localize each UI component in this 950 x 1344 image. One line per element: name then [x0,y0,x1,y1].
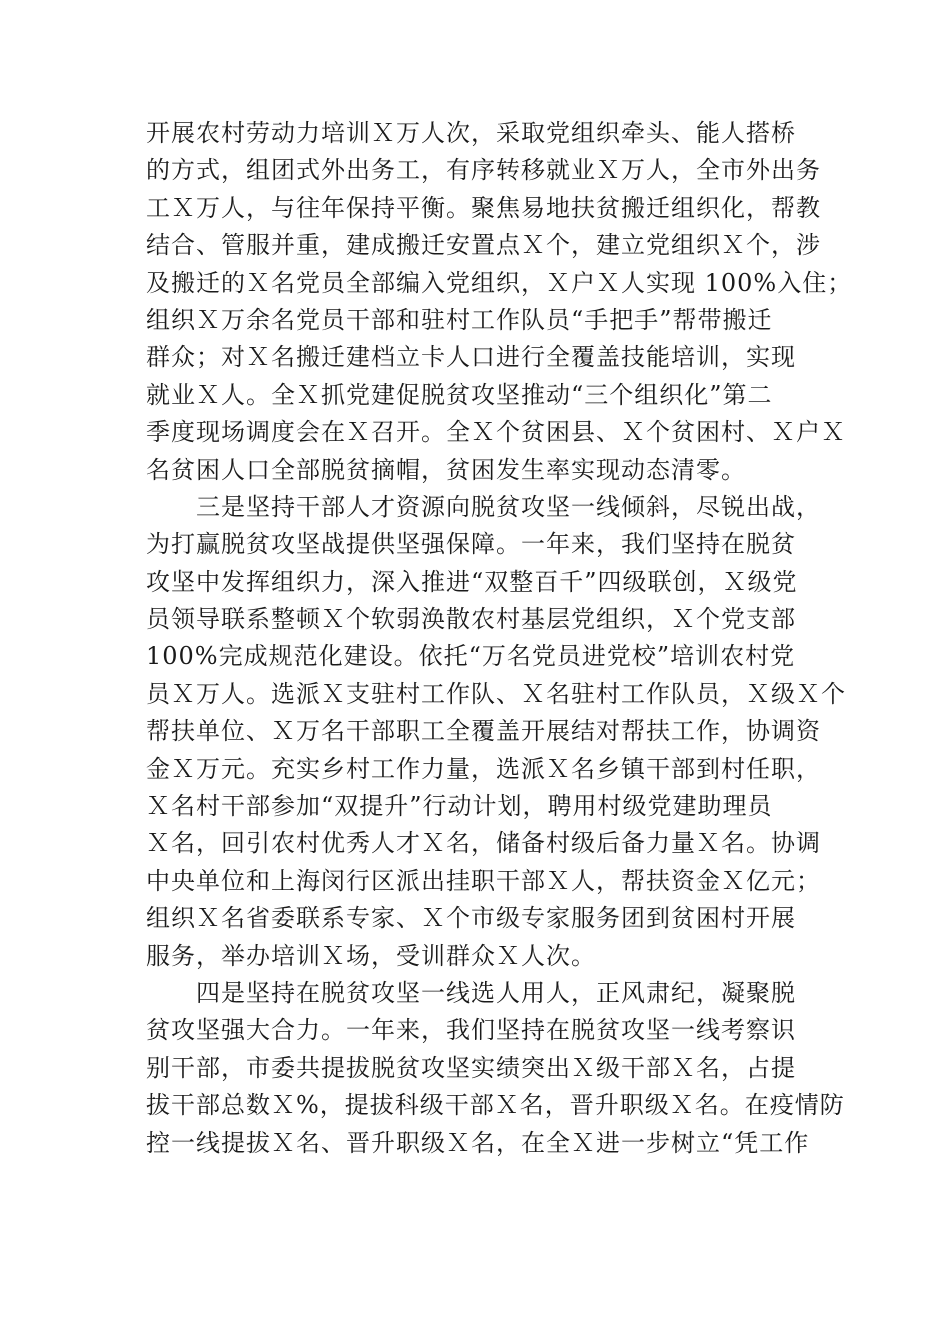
text-line: 及搬迁的Ｘ名党员全部编入党组织，Ｘ户Ｘ人实现 100%入住； [146,268,853,297]
text-line: 群众；对Ｘ名搬迁建档立卡人口进行全覆盖技能培训，实现 [146,343,796,372]
text-line: Ｘ名村干部参加“双提升”行动计划，聘用村级党建助理员 [146,792,773,821]
text-line: 贫攻坚强大合力。一年来，我们坚持在脱贫攻坚一线考察识 [146,1016,796,1045]
text-line: 服务，举办培训Ｘ场，受训群众Ｘ人次。 [146,941,596,970]
text-line: 工Ｘ万人，与往年保持平衡。聚焦易地扶贫搬迁组织化，帮教 [146,193,821,222]
text-line: Ｘ名，回引农村优秀人才Ｘ名，储备村级后备力量Ｘ名。协调 [146,829,821,858]
text-line: 员Ｘ万人。选派Ｘ支驻村工作队、Ｘ名驻村工作队员，Ｘ级Ｘ个 [146,679,846,708]
text-line: 别干部，市委共提拔脱贫攻坚实绩突出Ｘ级干部Ｘ名，占提 [146,1053,796,1082]
text-line: 控一线提拔Ｘ名、晋升职级Ｘ名，在全Ｘ进一步树立“凭工作 [146,1128,810,1157]
text-line: 的方式，组团式外出务工，有序转移就业Ｘ万人，全市外出务 [146,156,821,185]
text-line: 就业Ｘ人。全Ｘ抓党建促脱贫攻坚推动“三个组织化”第二 [146,380,773,409]
text-line: 结合、管服并重，建成搬迁安置点Ｘ个，建立党组织Ｘ个，涉 [146,231,821,260]
text-line: 拔干部总数Ｘ%，提拔科级干部Ｘ名，晋升职级Ｘ名。在疫情防 [146,1091,845,1120]
text-line: 中央单位和上海闵行区派出挂职干部Ｘ人，帮扶资金Ｘ亿元； [146,866,821,895]
text-line: 名贫困人口全部脱贫摘帽，贫困发生率实现动态清零。 [146,455,746,484]
text-line: 100%完成规范化建设。依托“万名党员进党校”培训农村党 [146,642,796,671]
text-line: 攻坚中发挥组织力，深入推进“双整百千”四级联创，Ｘ级党 [146,567,798,596]
paragraph-start-line: 四是坚持在脱贫攻坚一线选人用人，正风肃纪，凝聚脱 [146,978,796,1007]
text-line: 季度现场调度会在Ｘ召开。全Ｘ个贫困县、Ｘ个贫困村、Ｘ户Ｘ [146,418,846,447]
text-line: 开展农村劳动力培训Ｘ万人次，采取党组织牵头、能人搭桥 [146,119,796,147]
text-line: 员领导联系整顿Ｘ个软弱涣散农村基层党组织，Ｘ个党支部 [146,605,796,634]
text-line: 帮扶单位、Ｘ万名干部职工全覆盖开展结对帮扶工作，协调资 [146,717,821,746]
text-line: 为打赢脱贫攻坚战提供坚强保障。一年来，我们坚持在脱贫 [146,530,796,559]
body-text [146,115,853,1162]
text-line: 组织Ｘ万余名党员干部和驻村工作队员“手把手”帮带搬迁 [146,305,773,334]
text-line: 金Ｘ万元。充实乡村工作力量，选派Ｘ名乡镇干部到村任职， [146,754,821,783]
text-line: 组织Ｘ名省委联系专家、Ｘ个市级专家服务团到贫困村开展 [146,904,796,933]
paragraph-start-line: 三是坚持干部人才资源向脱贫攻坚一线倾斜，尽锐出战， [146,492,821,521]
